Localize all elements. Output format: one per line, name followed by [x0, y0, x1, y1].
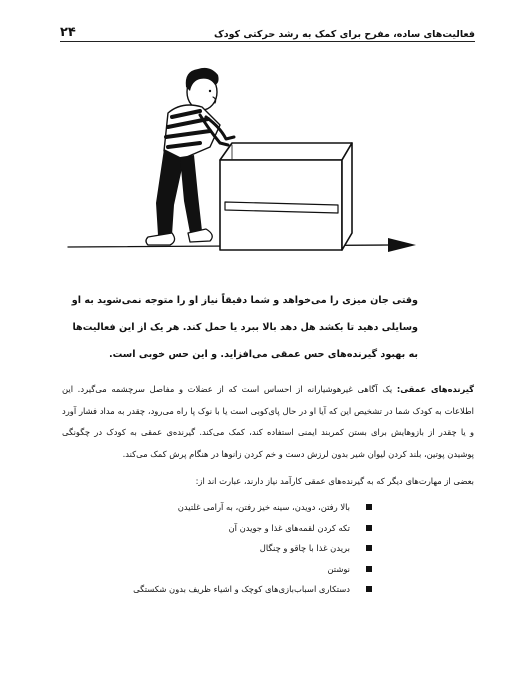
bullet-square-icon: [366, 586, 372, 592]
illustration-caption: [71, 287, 418, 368]
bullet-square-icon: [366, 566, 372, 572]
bullet-square-icon: [366, 525, 372, 531]
bullet-square-icon: [366, 504, 372, 510]
paragraph-text: یک آگاهی غیرهوشیارانه از احساس است که از عضلات و مفاصل سرچشمه می‌گیرد. این اطلاعات به کودک شما در تشخیص این که آیا او در حال پای‌کوبی است یا با نوک پا راه می‌رود، چقدر به مداد فشار آورد و یا چقدر از بازوهایش برای بستن کمربند ایمنی استفاده کند، کمک می‌کند. گیرنده‌ی عمقی به کودک در چگونگی پوشیدن پوتین، بلند کردن لیوان شیر بدون لرزش دست و خم کردن زانوها در هنگام پرش کمک می‌کند.: [62, 384, 474, 459]
list-item: [100, 538, 372, 559]
list-item: [100, 497, 372, 518]
page-number: ۲۴: [60, 25, 76, 40]
header-rule: [60, 41, 475, 42]
list-item-text: تکه کردن لقمه‌های غذا و جویدن آن: [228, 522, 350, 533]
caption-line: به بهبود گیرنده‌های حس عمقی می‌افزاید. و این حس خوبی است.: [109, 349, 418, 360]
skills-list: [100, 497, 372, 600]
list-item-text: بالا رفتن، دویدن، سینه خیز رفتن، به آرامی غلتیدن: [177, 502, 350, 512]
box: [220, 143, 352, 250]
boy-pushing-box-illustration: [60, 55, 420, 270]
caption-line: وسایلی دهید تا بکشد هل دهد بالا ببرد یا حمل کند. هر یک از این فعالیت‌ها: [72, 322, 418, 333]
body-paragraph: [62, 379, 474, 465]
arrow-head-icon: [388, 238, 416, 252]
list-item: [100, 518, 372, 539]
list-item-text: دستکاری اسباب‌بازی‌های کوچک و اشیاء ظریف بدون شکستگی: [133, 584, 350, 594]
running-title: فعالیت‌های ساده، مفرح برای کمک به رشد حرکتی کودک: [214, 29, 475, 40]
caption-line: وقتی جان میزی را می‌خواهد و شما دقیقاً نیاز او را متوجه نمی‌شوید به او: [71, 295, 418, 306]
term-heading: گیرنده‌های عمقی:: [396, 384, 475, 394]
list-item-text: بریدن غذا با چاقو و چنگال: [259, 543, 350, 553]
list-item: [100, 579, 372, 600]
bullet-square-icon: [366, 545, 372, 551]
list-item: [100, 559, 372, 580]
page-header: [60, 18, 475, 40]
list-item-text: نوشتن: [327, 563, 350, 574]
list-intro: بعضی از مهارت‌های دیگر که به گیرنده‌های عمقی کارآمد نیاز دارند، عبارت اند از:: [195, 476, 474, 486]
